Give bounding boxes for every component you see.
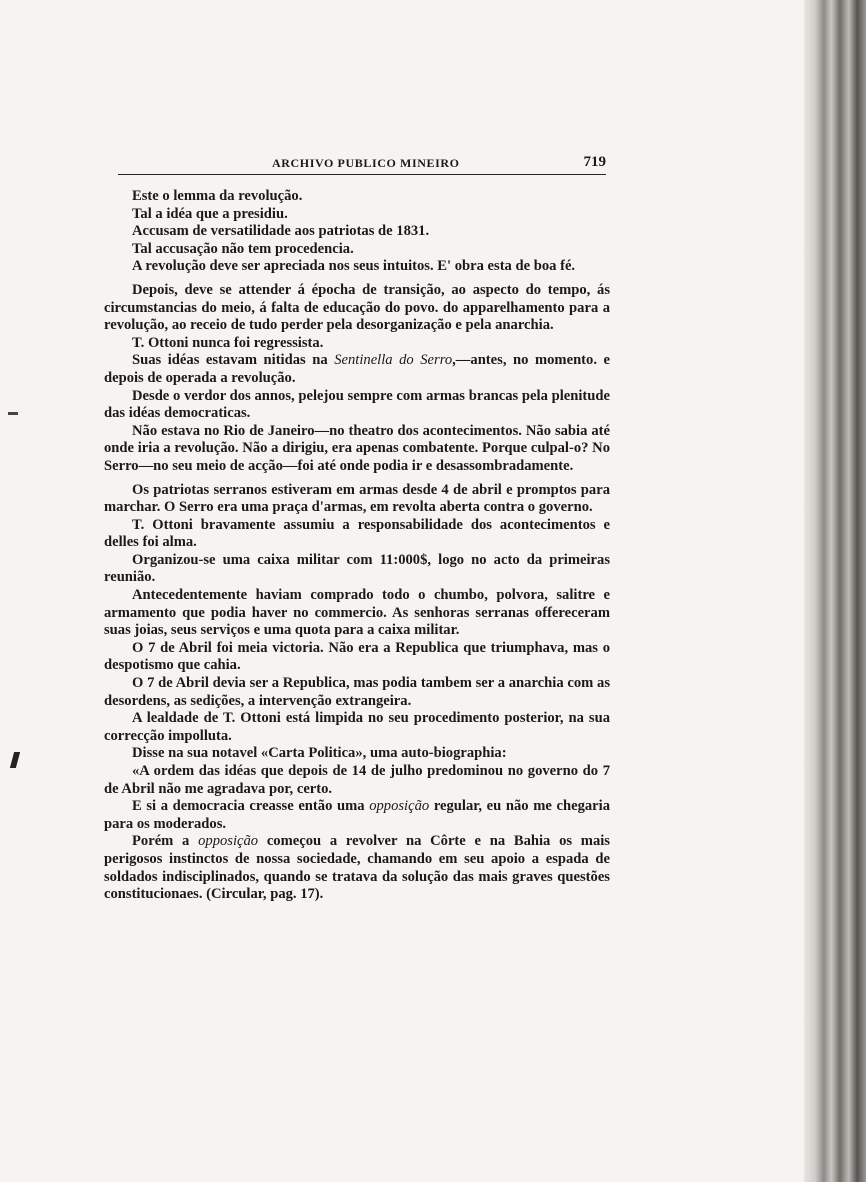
paragraph: Os patriotas serranos estiveram em armas desde 4 de abril e promptos para marchar. O Serro era uma praça d'armas, em revolta aberta contra o governo. — [104, 481, 610, 516]
running-title: ARCHIVO PUBLICO MINEIRO — [272, 156, 460, 170]
paragraph: Desde o verdor dos annos, pelejou sempre com armas brancas pela plenitude das idéas democraticas. — [104, 387, 610, 422]
paragraph: Disse na sua notavel «Carta Politica», uma auto-biographia: — [132, 745, 507, 762]
paragraph: O 7 de Abril foi meia victoria. Não era a Republica que triumphava, mas o despotismo que cahia. — [104, 639, 610, 674]
text-segment: E si a democracia creasse então uma — [132, 798, 370, 815]
margin-mark — [10, 752, 20, 768]
paragraph: A lealdade de T. Ottoni está limpida no seu procedimento posterior, na sua correcção impolluta. — [104, 710, 610, 744]
text-segment: ,—antes, no momento. e depois de operada a revolução. — [104, 352, 611, 386]
italic-text: opposição — [369, 798, 430, 815]
text-segment: Porém a — [132, 833, 199, 850]
paragraph: T. Ottoni nunca foi regressista. — [132, 334, 324, 351]
italic-text: Sentinella do Serro — [334, 352, 453, 369]
paragraph: Não estava no Rio de Janeiro—no theatro dos acontecimentos. Não sabia até onde iria a revolução. Não a dirigiu, era apenas combatente. Porque culpal-o? No Serro—no seu meio de acção—foi até onde podia ir e desassombradamente. — [104, 422, 610, 474]
header-rule — [118, 174, 606, 175]
page-number: 719 — [583, 154, 606, 170]
italic-text: opposição — [198, 833, 259, 850]
running-header — [118, 152, 606, 176]
text-segment: começou a revolver na Côrte e na Bahia os mais perigosos instinctos de nossa sociedade, chamando em seu apoio a espada de soldados indisciplinados, quando se tratava da solução das mais graves questões constitucionaes. (Circular, pag. 17). — [104, 833, 610, 903]
paragraph: «A ordem das idéas que depois de 14 de julho predominou no governo do 7 de Abril não me agradava por, certo. — [104, 763, 610, 797]
paragraph: T. Ottoni bravamente assumiu a responsabilidade dos acontecimentos e delles foi alma. — [104, 516, 610, 551]
paragraph: Este o lemma da revolução. — [132, 188, 303, 204]
paragraph: A revolução deve ser apreciada nos seus intuitos. E' obra esta de boa fé. — [132, 258, 576, 275]
paragraph: O 7 de Abril devia ser a Republica, mas podia tambem ser a anarchia com as desordens, as sedições, a intervenção extrangeira. — [104, 675, 610, 709]
paragraph: Depois, deve se attender á épocha de transição, ao aspecto do tempo, ás circumstancias do meio, á falta de educação do povo. do apparelhamento para a revolução, ao receio de tudo perder pela desorganização e pela anarchia. — [104, 281, 610, 334]
text-segment: Suas idéas estavam nitidas na — [132, 352, 335, 369]
paragraph — [104, 352, 610, 387]
paragraph: Tal accusação não tem procedencia. — [132, 240, 354, 257]
margin-mark — [8, 412, 18, 415]
body-text — [104, 188, 610, 904]
text-segment: regular, eu não me chegaria para os moderados. — [104, 798, 610, 832]
paragraph — [104, 833, 610, 903]
paragraph: Accusam de versatilidade aos patriotas de 1831. — [132, 223, 430, 240]
paragraph — [104, 798, 610, 833]
paragraph: Tal a idéa que a presidiu. — [132, 205, 288, 222]
paragraph: Antecedentemente haviam comprado todo o chumbo, polvora, salitre e armamento que podia haver no commercio. As senhoras serranas offereceram suas joias, seus serviços e uma quota para a caixa militar. — [104, 587, 610, 639]
paragraph: Organizou-se uma caixa militar com 11:000$, logo no acto da primeiras reunião. — [104, 551, 610, 586]
book-spine — [804, 0, 866, 1182]
